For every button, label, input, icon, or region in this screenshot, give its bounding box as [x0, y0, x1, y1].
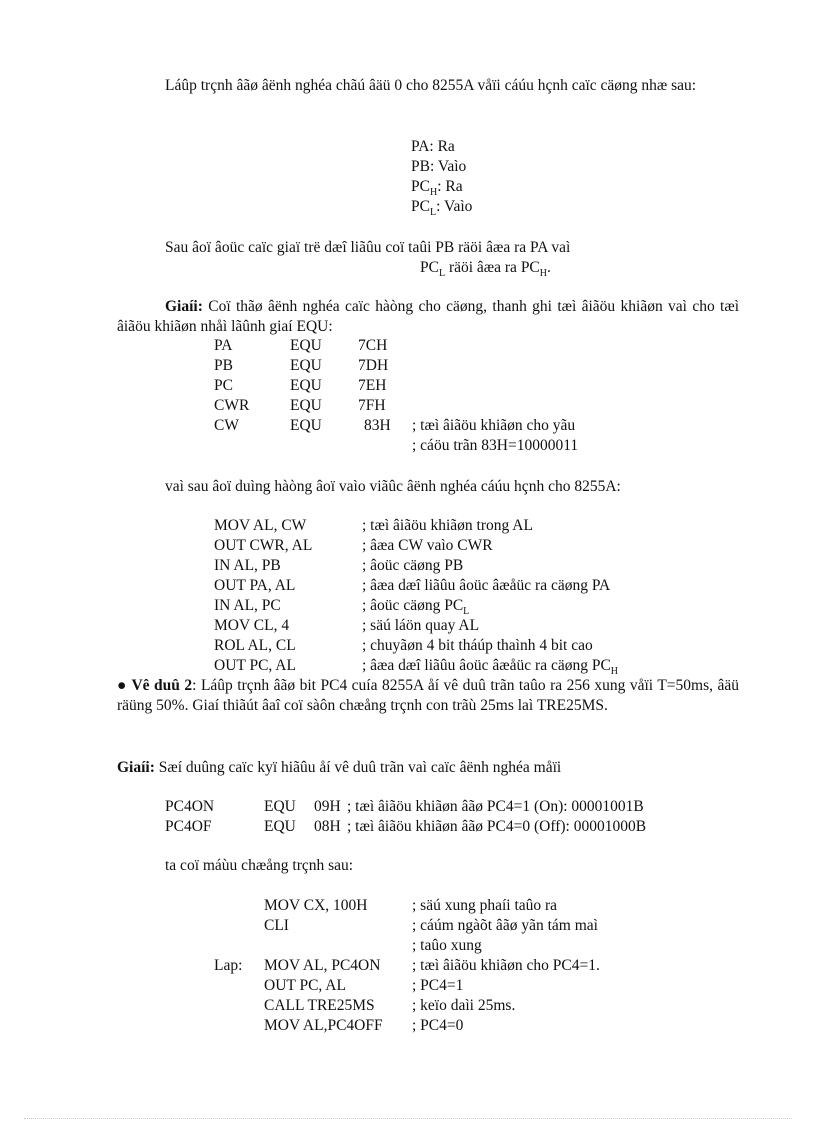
- equ-comment: ; cáöu trãn 83H=10000011: [412, 437, 579, 454]
- code-comment: ; PC4=1: [412, 977, 464, 994]
- equ-op: EQU: [290, 337, 322, 354]
- text-fragment: .: [547, 259, 551, 276]
- code-comment: [362, 596, 469, 616]
- intro-paragraph: Láûp trçnh âãø âënh nghéa chãú âäü 0 cho 8255A våïi cáúu hçnh caïc cäøng nhæ sau:: [165, 77, 697, 94]
- text-fragment: räöi âæa ra PC: [445, 259, 540, 276]
- port-sub: L: [429, 207, 437, 218]
- giai1-paragraph: [117, 297, 739, 337]
- comment-text: ; âoüc cäøng PC: [362, 597, 464, 614]
- code-instr: CALL TRE25MS: [264, 997, 375, 1014]
- equ-label: CW: [214, 417, 239, 434]
- equ-value: 7DH: [358, 357, 389, 374]
- equ-label: CWR: [214, 397, 250, 414]
- equ-label: PC4ON: [165, 798, 215, 815]
- vd2-label: Vê duû 2: [131, 677, 193, 694]
- equ-value: 7EH: [358, 377, 387, 394]
- code-instr: OUT PA, AL: [214, 577, 296, 594]
- code-instr: MOV CL, 4: [214, 617, 290, 634]
- code-instr: OUT PC, AL: [264, 977, 346, 994]
- vd2-text: : Láûp trçnh âãø bit PC4 cuía 8255A åí vê duû trãn taûo ra 256 xung våïi T=50ms, âäü räüng 50%. Giaí thiãút âaî coï sàôn chæång trçnh con trãù 25ms laì TRE25MS.: [117, 677, 739, 714]
- giai2-paragraph: [117, 758, 561, 778]
- sau-do-line1: Sau âoï âoüc caïc giaï trë dæî liãûu coï taûi PB räöi âæa ra PA vaì: [165, 239, 571, 256]
- equ-op: EQU: [264, 798, 296, 815]
- code-comment: ; âoüc cäøng PB: [362, 557, 464, 574]
- va-sau-paragraph: vaì sau âoï duìng hàòng âoï vaìo viãûc âënh nghéa cáúu hçnh cho 8255A:: [165, 478, 621, 495]
- bullet-icon: ●: [117, 677, 127, 694]
- subscript: H: [539, 268, 548, 279]
- code-instr: MOV AL, CW: [214, 517, 307, 534]
- port-value: : Ra: [429, 138, 455, 155]
- code-comment: ; âæa CW vaìo CWR: [362, 537, 493, 554]
- giai-text: Sæí duûng caïc kyï hiãûu åí vê duû trãn vaì caïc âënh nghéa måïi: [154, 759, 562, 776]
- code-instr: IN AL, PB: [214, 557, 281, 574]
- equ-value: 83H: [364, 417, 391, 434]
- equ-value: 7FH: [358, 397, 386, 414]
- comment-text: ; âæa dæî liãûu âoüc âæåüc ra cäøng PC: [362, 657, 611, 674]
- port-value: : Vaìo: [436, 198, 473, 215]
- equ-value: 08H: [314, 818, 341, 835]
- equ-op: EQU: [290, 397, 322, 414]
- code-comment: [362, 656, 618, 676]
- code-comment: ; âæa dæî liãûu âoüc âæåüc ra cäøng PA: [362, 577, 611, 594]
- code-instr: MOV AL,PC4OFF: [264, 1017, 383, 1034]
- equ-value: 09H: [314, 798, 341, 815]
- port-config-pb: [411, 157, 466, 177]
- code-comment: ; taûo xung: [412, 937, 482, 954]
- port-value: : Ra: [437, 178, 463, 195]
- page-bottom-rule: [24, 1118, 792, 1119]
- equ-label: PA: [214, 337, 233, 354]
- code-comment: ; chuyãøn 4 bit tháúp thaình 4 bit cao: [362, 637, 593, 654]
- code-instr: MOV CX, 100H: [264, 897, 368, 914]
- giai-label: Giaíi:: [165, 298, 203, 315]
- code-comment: ; keïo daìi 25ms.: [412, 997, 516, 1014]
- equ-label: PB: [214, 357, 233, 374]
- ta-co-paragraph: ta coï máùu chæång trçnh sau:: [165, 857, 354, 874]
- port-sub: H: [429, 187, 438, 198]
- equ-comment: ; tæì âiãöu khiãøn âãø PC4=1 (On): 00001001B: [347, 798, 644, 815]
- port-name: PC: [411, 178, 430, 195]
- port-name: PA: [411, 138, 430, 155]
- code-comment: ; PC4=0: [412, 1017, 464, 1034]
- subscript: L: [438, 268, 446, 279]
- code-label: Lap:: [214, 957, 243, 974]
- code-comment: ; tæì âiãöu khiãøn cho PC4=1.: [412, 957, 600, 974]
- giai-text: Coï thãø âënh nghéa caïc hàòng cho cäøng, thanh ghi tæì âiãöu khiãøn vaì cho tæì âiãöu khiãøn nhåì lãûnh giaí EQU:: [117, 298, 739, 335]
- equ-op: EQU: [290, 377, 322, 394]
- equ-op: EQU: [290, 357, 322, 374]
- equ-label: PC4OF: [165, 818, 212, 835]
- code-comment: ; cáúm ngàõt âãø yãn tám maì: [412, 917, 598, 934]
- code-instr: OUT CWR, AL: [214, 537, 313, 554]
- equ-comment: ; tæì âiãöu khiãøn cho yãu: [412, 417, 576, 434]
- sau-do-line2: [420, 258, 551, 278]
- subscript: H: [610, 666, 619, 677]
- port-name: PC: [411, 198, 430, 215]
- code-comment: ; säú láön quay AL: [362, 617, 480, 634]
- text-fragment: PC: [420, 259, 439, 276]
- vd2-paragraph: [117, 676, 739, 716]
- port-config-pch: [411, 177, 463, 197]
- code-instr: ROL AL, CL: [214, 637, 296, 654]
- code-comment: ; säú xung phaíi taûo ra: [412, 897, 558, 914]
- code-instr: MOV AL, PC4ON: [264, 957, 381, 974]
- code-instr: OUT PC, AL: [214, 657, 296, 674]
- subscript: L: [463, 606, 470, 617]
- port-value: : Vaìo: [429, 158, 467, 175]
- code-comment: ; tæì âiãöu khiãøn trong AL: [362, 517, 533, 534]
- equ-value: 7CH: [358, 337, 388, 354]
- equ-comment: ; tæì âiãöu khiãøn âãø PC4=0 (Off): 00001000B: [347, 818, 647, 835]
- port-name: PB: [411, 158, 430, 175]
- equ-op: EQU: [264, 818, 296, 835]
- code-instr: CLI: [264, 917, 289, 934]
- code-instr: IN AL, PC: [214, 597, 281, 614]
- equ-op: EQU: [290, 417, 322, 434]
- port-config-pcl: [411, 197, 472, 217]
- port-config-pa: [411, 137, 455, 157]
- giai-label: Giaíi:: [117, 759, 155, 776]
- equ-label: PC: [214, 377, 233, 394]
